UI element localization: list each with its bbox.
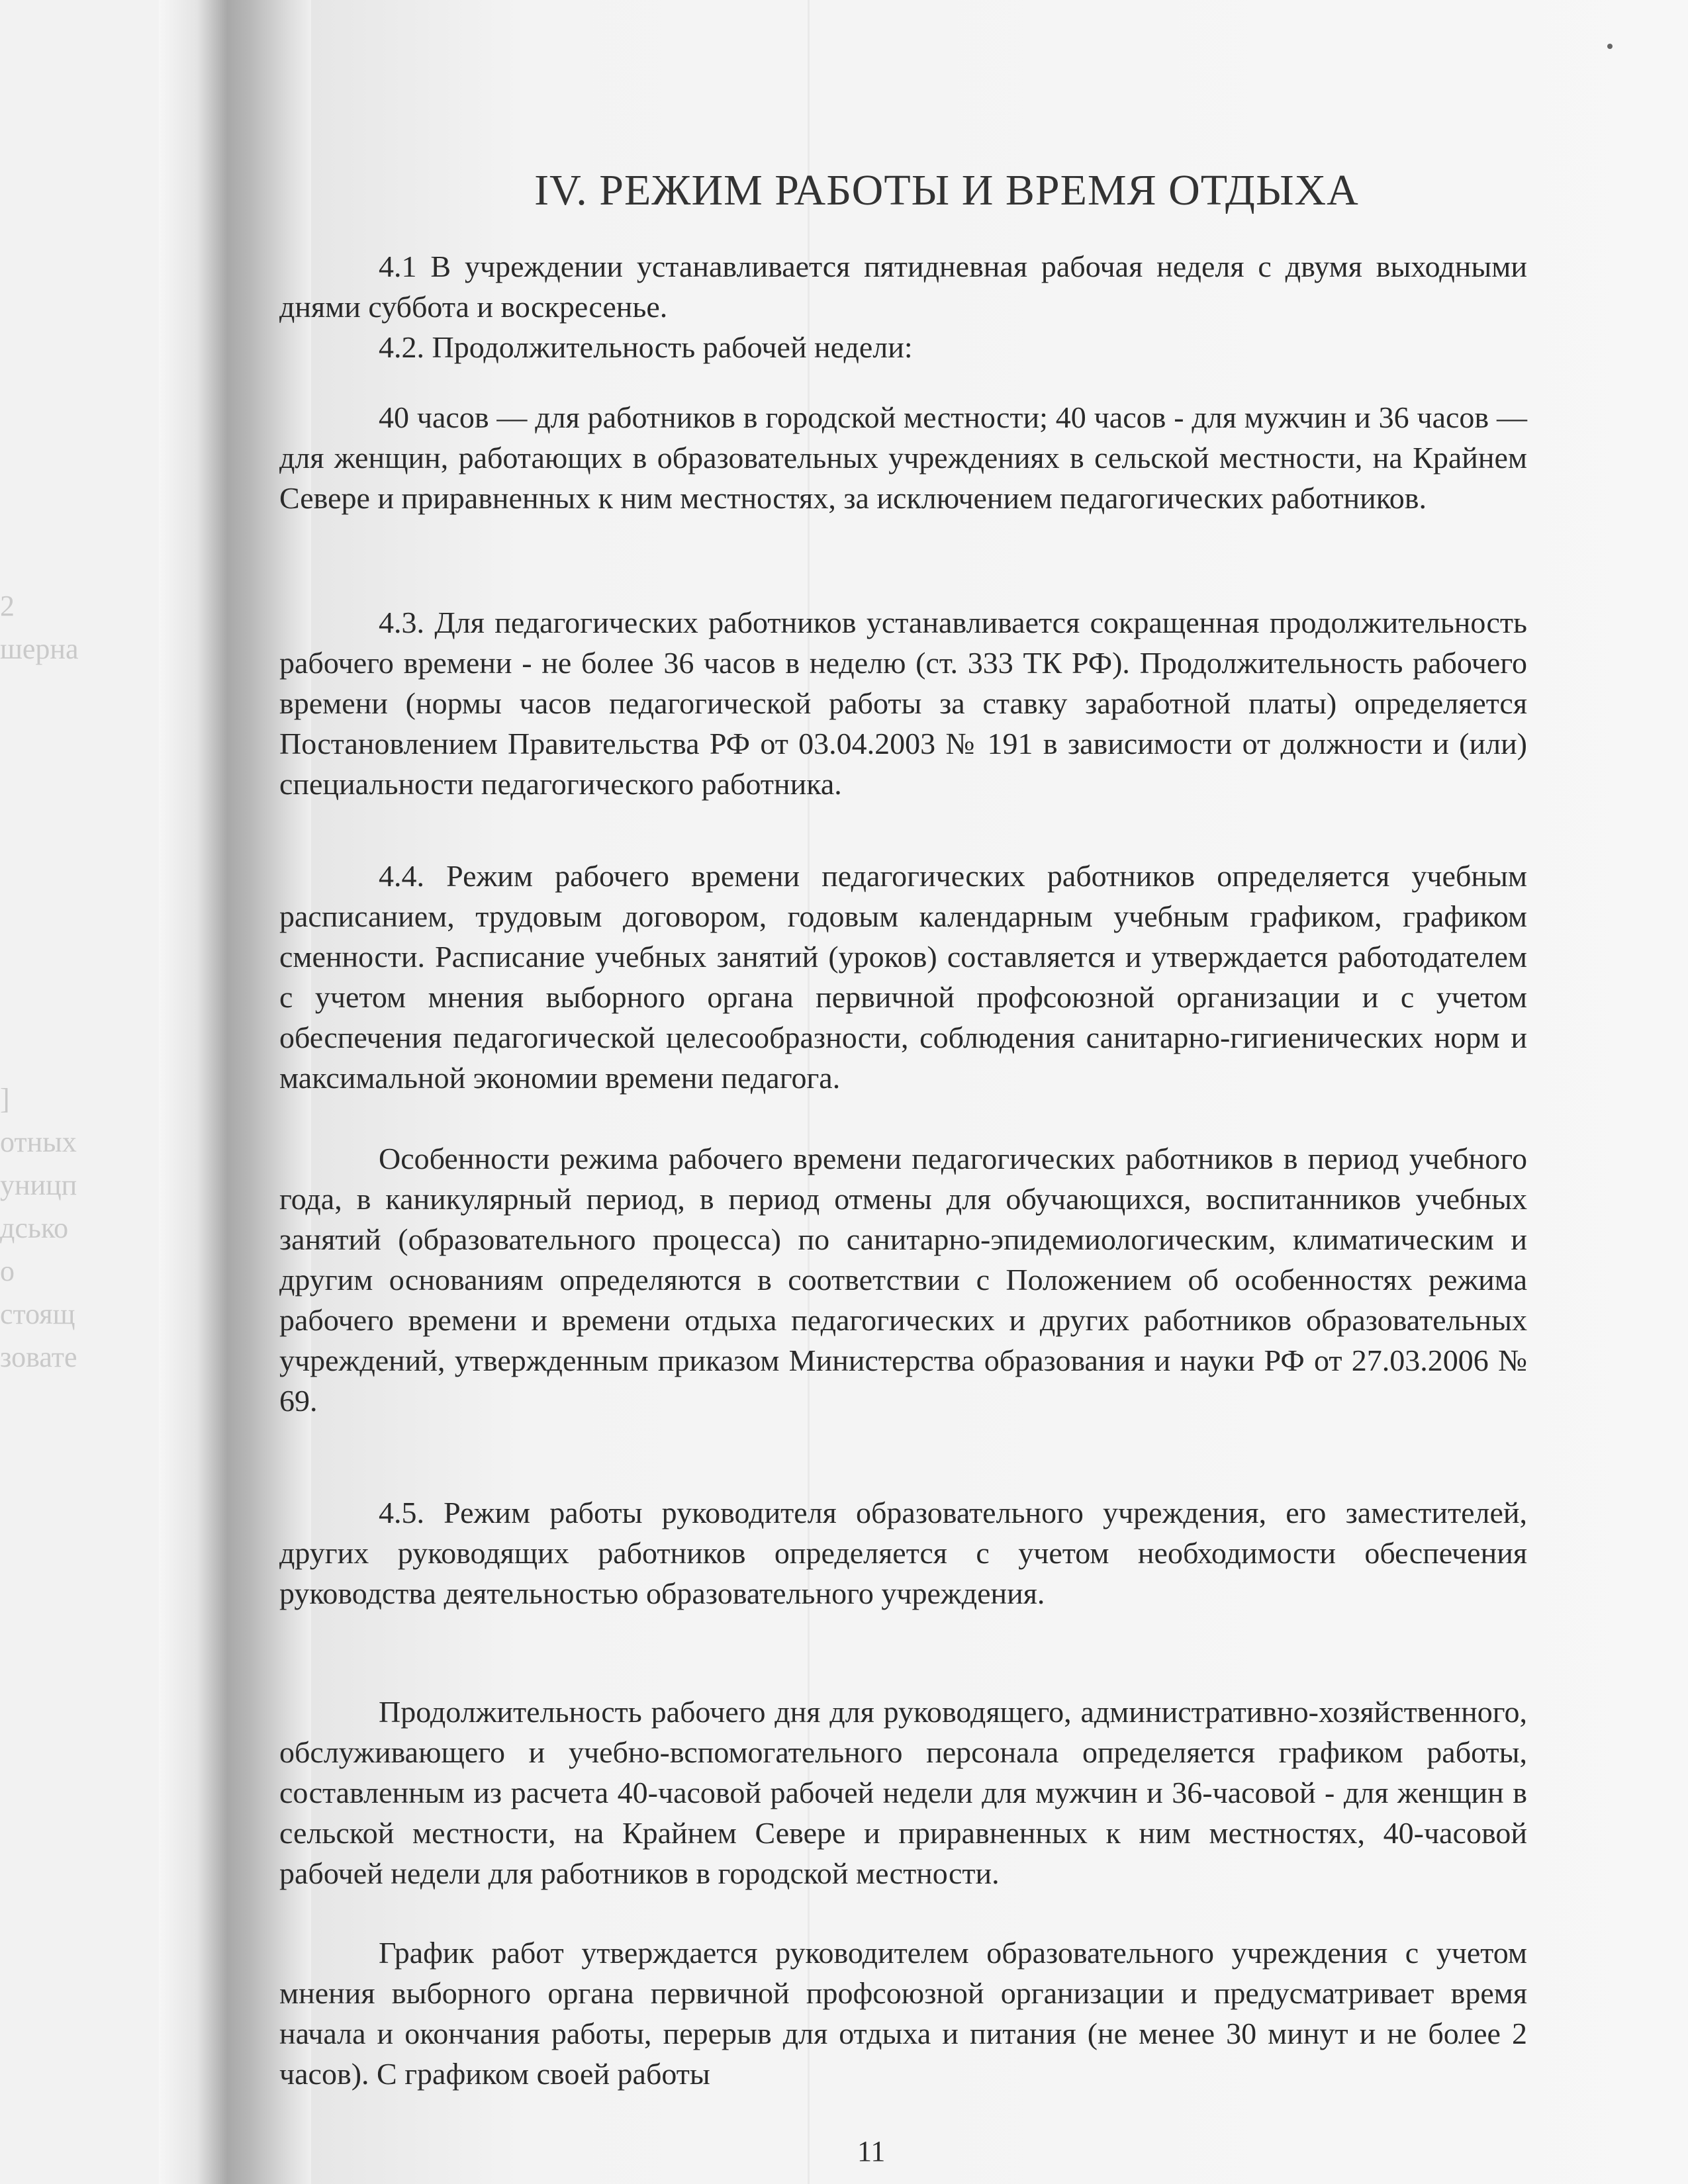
left-page-fragment: шерна [0, 633, 79, 665]
left-page-fragment: дсько [0, 1212, 69, 1244]
left-page-fragment: ] [0, 1083, 10, 1115]
paragraph-4-2 [279, 327, 1527, 367]
paragraph-schedule [279, 1933, 1527, 2094]
paragraph-text: Особенности режима рабочего времени педагогических работников в период учебного года, в каникулярный период, в период отмены для обучающихся, воспитанников учебных занятий (образовательного процесса) по санитарно-эпидемиологическим, климатическим и другим основаниям определяются в соответствии с Положением об особенностях режима рабочего времени и времени отдыха педагогических и других работников образовательных учреждений, утвержденным приказом Министерства образования и науки РФ от 27.03.2006 № 69. [279, 1142, 1527, 1418]
paragraph-text: 4.1 В учреждении устанавливается пятидневная рабочая неделя с двумя выходными днями суббота и воскресенье. [279, 250, 1527, 324]
paragraph-workday [279, 1692, 1527, 1893]
paragraph-text: 4.3. Для педагогических работников устанавливается сокращенная продолжительность рабочего времени - не более 36 часов в неделю (ст. 333 ТК РФ). Продолжительность рабочего времени (нормы часов педагогической работы за ставку заработной платы) определяется Постановлением Правительства РФ от 03.04.2003 № 191 в зависимости от должности и (или) специальности педагогического работника. [279, 606, 1527, 801]
left-page-fragment: отных [0, 1126, 77, 1158]
paragraph-text: График работ утверждается руководителем образовательного учреждения с учетом мнения выборного органа первичной профсоюзной организации и предусматривает время начала и окончания работы, перерыв для отдыха и питания (не менее 30 минут и не более 2 часов). С графиком своей работы [279, 1936, 1527, 2091]
paragraph-4-3 [279, 602, 1527, 804]
left-page-fragment: стоящ [0, 1298, 75, 1330]
paragraph-text: 40 часов — для работников в городской местности; 40 часов - для мужчин и 36 часов — для женщин, работающих в образовательных учреждениях в сельской местности, на Крайнем Севере и приравненных к ним местностях, за исключением педагогических работников. [279, 400, 1527, 515]
paragraph-text: 4.5. Режим работы руководителя образовательного учреждения, его заместителей, других руководящих работников определяется с учетом необходимости обеспечения руководства деятельностью образовательного учреждения. [279, 1496, 1527, 1610]
left-page-fragment: о [0, 1255, 15, 1287]
page-number: 11 [857, 2135, 886, 2167]
left-page-fragment: 2 [0, 590, 15, 622]
section-title: IV. РЕЖИМ РАБОТЫ И ВРЕМЯ ОТДЫХА [534, 166, 1359, 214]
paragraph-4-5 [279, 1492, 1527, 1614]
paragraph-features [279, 1138, 1527, 1421]
left-page-fragment: зовате [0, 1341, 77, 1373]
paragraph-hours [279, 397, 1527, 518]
paragraph-4-1 [279, 246, 1527, 327]
paragraph-text: 4.2. Продолжительность рабочей недели: [379, 330, 913, 364]
paragraph-text: 4.4. Режим рабочего времени педагогических работников определяется учебным расписанием, трудовым договором, годовым календарным учебным графиком, графиком сменности. Расписание учебных занятий (уроков) составляется и утверждается работодателем с учетом мнения выборного органа первичной профсоюзной организации и с учетом обеспечения педагогической целесообразности, соблюдения санитарно-гигиенических норм и максимальной экономии времени педагога. [279, 859, 1527, 1095]
paragraph-text: Продолжительность рабочего дня для руководящего, административно-хозяйственного, обслуживающего и учебно-вспомогательного персонала определяется графиком работы, составленным из расчета 40-часовой рабочей недели для мужчин и 36-часовой - для женщин в сельской местности, на Крайнем Севере и приравненных к ним местностях, 40-часовой рабочей недели для работников в городской местности. [279, 1695, 1527, 1890]
scan-speck [1607, 44, 1613, 49]
left-page-fragment: уницп [0, 1169, 77, 1201]
paragraph-4-4 [279, 856, 1527, 1098]
